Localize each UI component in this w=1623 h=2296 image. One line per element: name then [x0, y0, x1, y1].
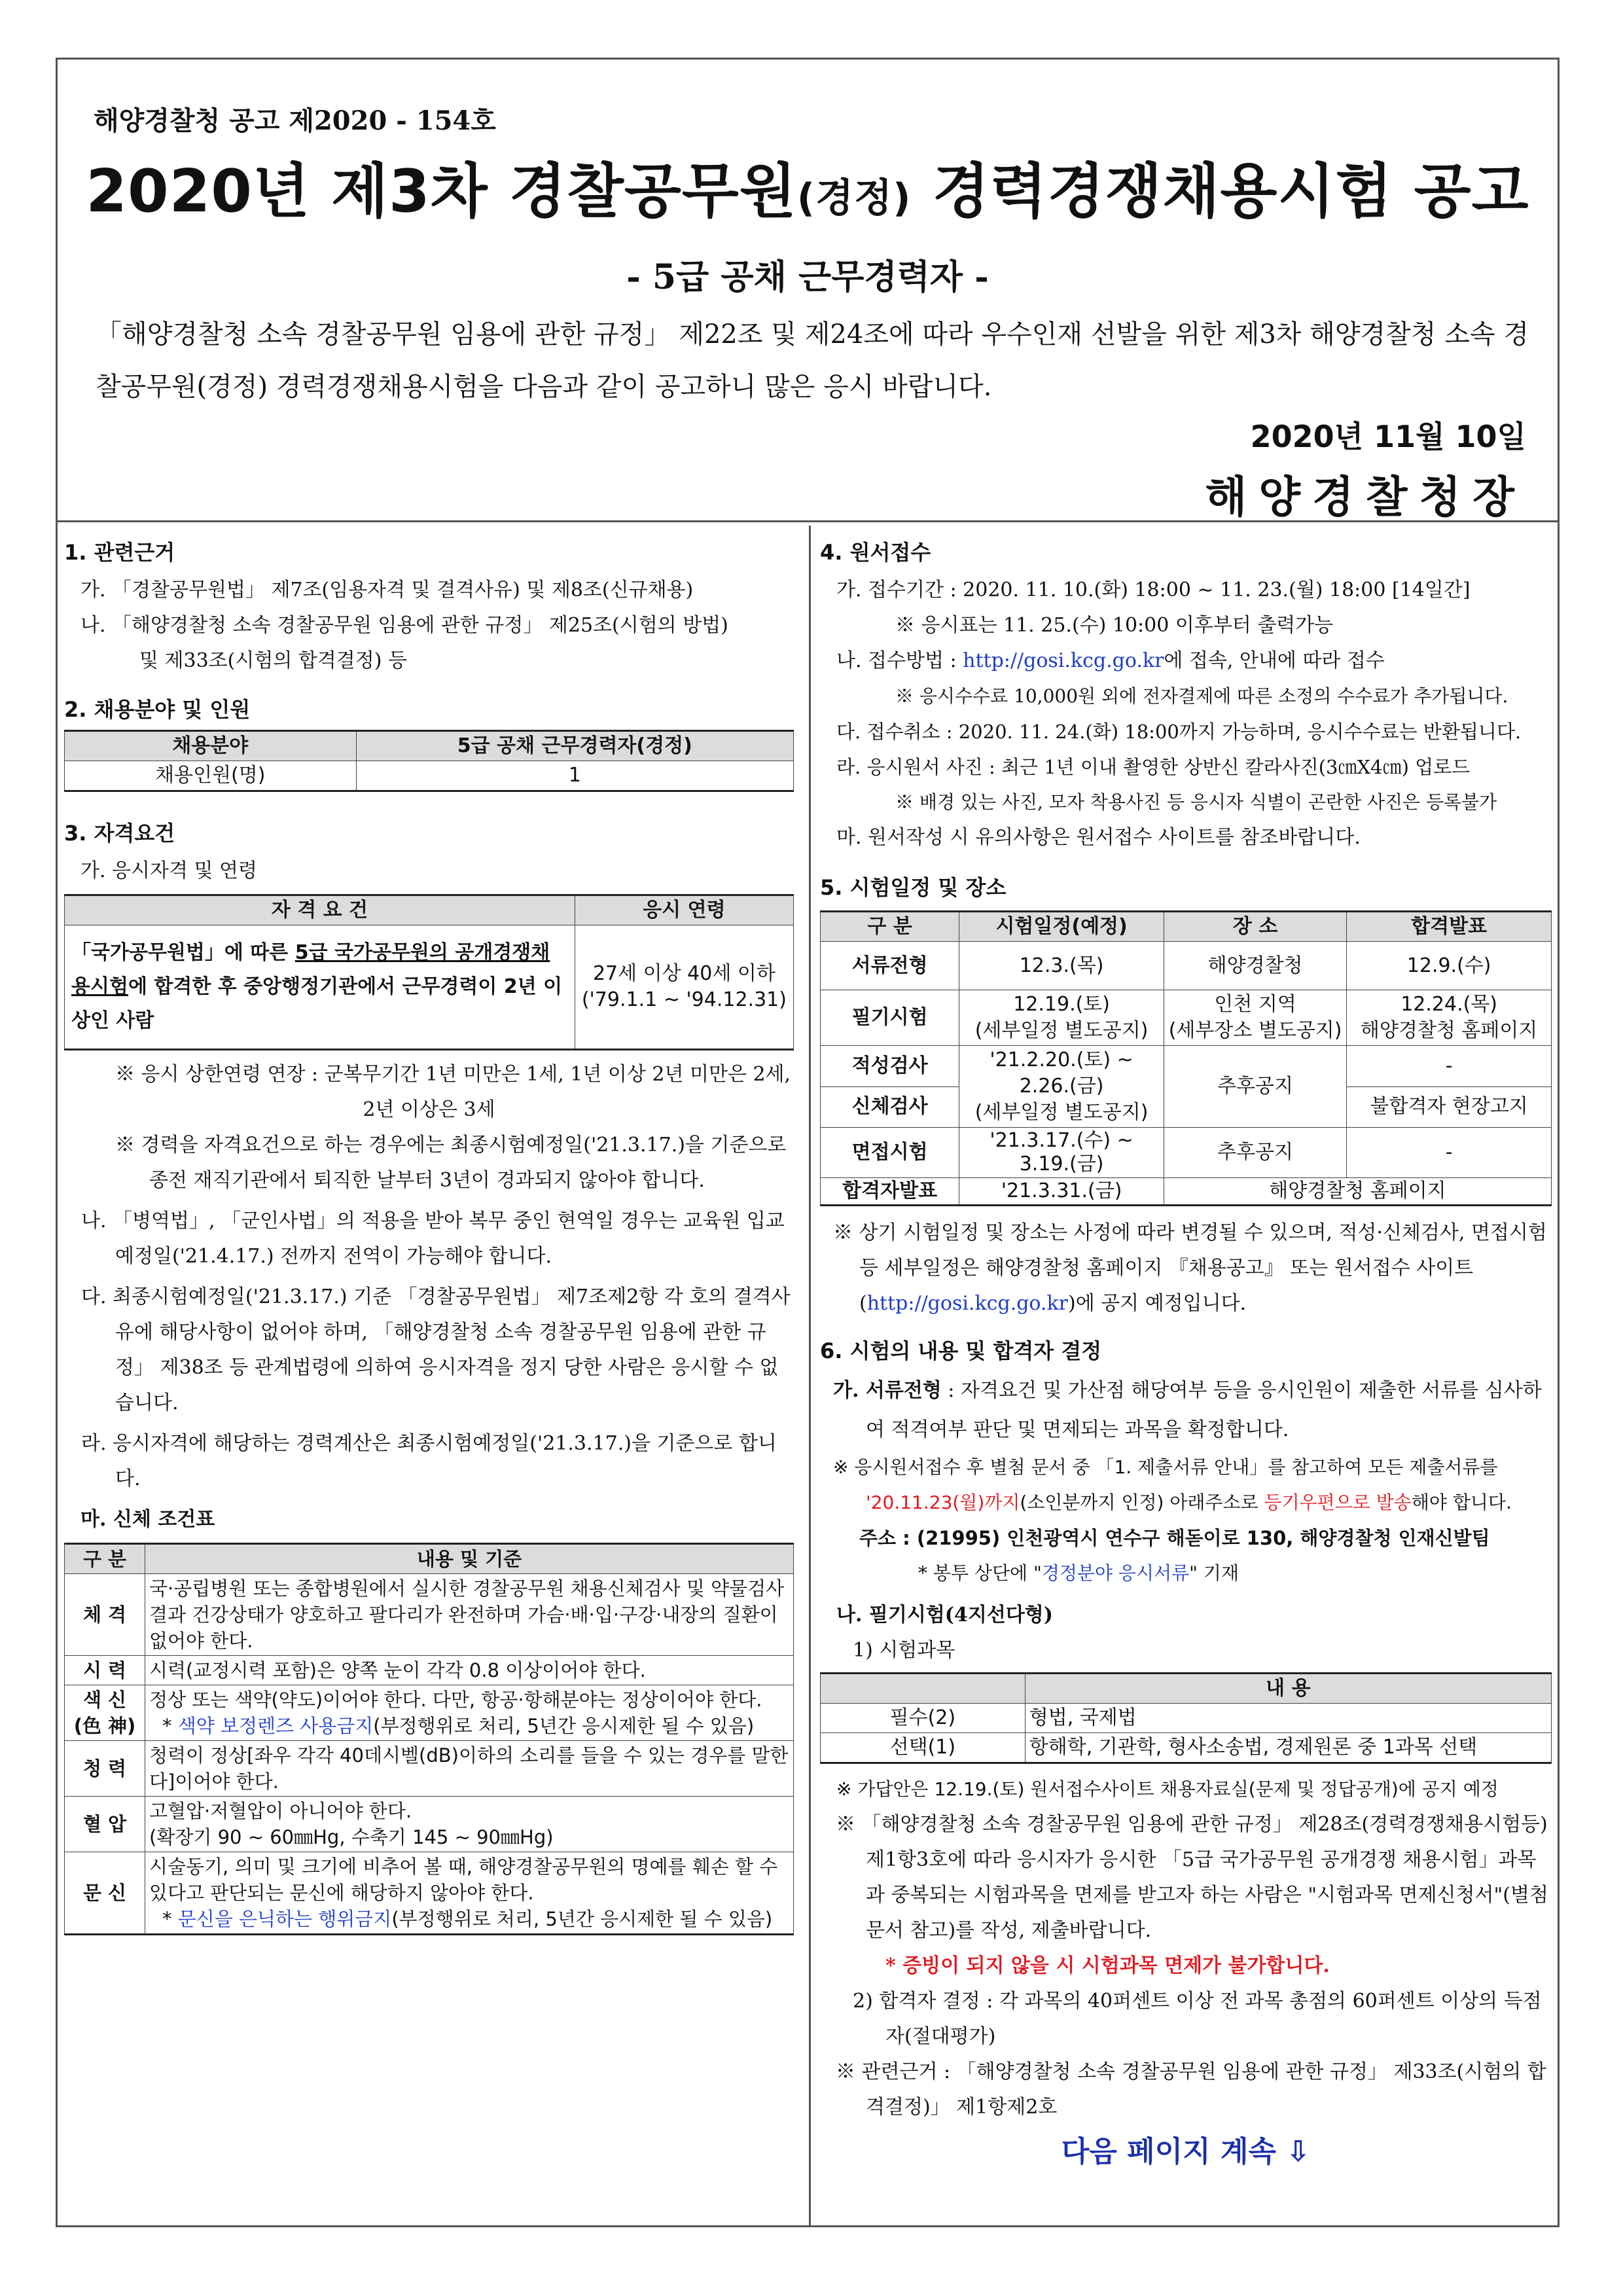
qual-req-c: 에 합격한 후 중앙행정기관에서 근무경력이 2년 이상인 사람 — [71, 975, 563, 1032]
s6-note-3-warning: * 증빙이 되지 않을 시 시험과목 면제가 불가합니다. — [885, 1954, 1330, 1977]
s4-item-d: 라. 응시원서 사진 : 최근 1년 이내 촬영한 상반신 칼라사진(3㎝X4㎝) 업로드 — [836, 756, 1471, 778]
tattoo-note-mark: * — [162, 1908, 178, 1930]
color-value: 정상 또는 색약(약도)이어야 한다. 다만, 항공·항해분야는 정상이어야 한다. — [149, 1689, 762, 1711]
schedule-written-label: 필기시험 — [821, 990, 959, 1046]
section-1-title: 1. 관련근거 — [64, 540, 175, 565]
s6-n1-mail: 등기우편으로 발송 — [1264, 1492, 1412, 1513]
physical-row-hearing-value: 청력이 정상[좌우 각각 40데시벨(dB)이하의 소리를 들을 수 있는 경우를 말한다]이어야 한다. — [145, 1741, 794, 1797]
notice-page — [56, 58, 1560, 2227]
tattoo-note — [149, 1906, 789, 1932]
schedule-aptitude-result: - — [1347, 1046, 1552, 1087]
s3-note-1-cont: 2년 이상은 3세 — [363, 1098, 495, 1121]
s6-a-text: : 자격요건 및 가산점 해당여부 등을 응시인원이 제출한 서류를 심사하여 적격여부 판단 및 면제되는 과목을 확정합니다. — [866, 1379, 1542, 1441]
schedule-th-3: 합격발표 — [1347, 912, 1552, 942]
s3-item-b: 나. 「병역법」, 「군인사법」의 적용을 받아 복무 중인 현역일 경우는 교육원 입교 예정일('21.4.17.) 전까지 전역이 가능해야 합니다. — [81, 1210, 785, 1268]
env-highlight: 경정분야 응시서류 — [1041, 1562, 1190, 1584]
qual-requirement — [65, 925, 575, 1050]
subjects-elective-label: 선택(1) — [821, 1733, 1026, 1763]
s4-item-b — [820, 643, 1552, 679]
schedule-final-date: '21.3.31.(금) — [959, 1178, 1164, 1206]
physical-row-vision-label: 시 력 — [65, 1656, 145, 1685]
s6-n1-a: ※ 응시원서접수 후 별첨 문서 중 「1. 제출서류 안내」를 참고하여 모든 제출서류를 — [833, 1456, 1498, 1478]
qual-th-req: 자 격 요 건 — [65, 895, 575, 925]
s6-n1-e: 해야 합니다. — [1411, 1492, 1512, 1513]
s6-item-b1: 1) 시험과목 — [853, 1639, 955, 1662]
aptitude-date: '21.2.20.(토) ~ 2.26.(금) — [990, 1049, 1133, 1098]
tattoo-value: 시술동기, 의미 및 크기에 비추어 볼 때, 해양경찰공무원의 명예를 훼손 할 수 있다고 판단되는 문신에 해당하지 않아야 한다. — [149, 1856, 778, 1904]
recruit-table — [64, 730, 794, 792]
s5-note-c: )에 공지 예정입니다. — [1067, 1292, 1247, 1315]
bp-value: 고혈압·저혈압이 아니어야 한다. — [149, 1800, 412, 1822]
s6-note-4: ※ 관련근거 : 「해양경찰청 소속 경찰공무원 임용에 관한 규정」 제33조(시험의 합격결정)」 제1항제2호 — [836, 2060, 1546, 2119]
s1-item-b-cont: 및 제33조(시험의 합격결정) 등 — [139, 649, 407, 672]
s6-n1-deadline: '20.11.23(월)까지 — [866, 1492, 1020, 1513]
schedule-physical-result: 불합격자 현장고지 — [1347, 1086, 1552, 1128]
schedule-doc-place: 해양경찰청 — [1164, 942, 1346, 990]
schedule-aptitude-label: 적성검사 — [821, 1046, 959, 1087]
subjects-required-value: 형법, 국제법 — [1025, 1704, 1551, 1733]
env-a: * 봉투 상단에 " — [918, 1562, 1042, 1584]
section-5-title: 5. 시험일정 및 장소 — [820, 875, 1007, 900]
schedule-written-date — [959, 990, 1164, 1046]
schedule-aptitude-date — [959, 1046, 1164, 1128]
schedule-th-0: 구 분 — [821, 912, 959, 942]
physical-row-vision-value: 시력(교정시력 포함)은 양쪽 눈이 각각 0.8 이상이어야 한다. — [145, 1656, 794, 1685]
color-label-ko: 색 신 — [82, 1689, 127, 1711]
schedule-final-label: 합격자발표 — [821, 1178, 959, 1206]
s4-b-tail: 에 접속, 안내에 따라 접수 — [1164, 649, 1385, 672]
title-part-a: 2020년 제3차 경찰공무원 — [86, 157, 797, 226]
tattoo-note-tail: (부정행위로 처리, 5년간 응시제한 될 수 있음) — [391, 1908, 773, 1930]
s6-address: 주소 : (21995) 인천광역시 연수구 해돋이로 130, 해양경찰청 인재신발팀 — [859, 1527, 1490, 1549]
s3-note-2: ※ 경력을 자격요건으로 하는 경우에는 최종시험예정일('21.3.17.)을 기준으로 종전 재직기관에서 퇴직한 날부터 3년이 경과되지 않아야 합니다. — [115, 1134, 787, 1192]
schedule-final-where: 해양경찰청 홈페이지 — [1164, 1178, 1551, 1206]
application-site-link[interactable]: http://gosi.kcg.go.kr — [963, 649, 1164, 672]
notice-header — [58, 60, 1558, 522]
s4-item-e: 마. 원서작성 시 유의사항은 원서접수 사이트를 참조바랍니다. — [836, 826, 1361, 849]
s6-a-label: 가. 서류전형 — [833, 1379, 942, 1402]
env-c: " 기재 — [1189, 1562, 1240, 1584]
s6-note-1 — [820, 1450, 1552, 1520]
physical-row-bp-label: 혈 압 — [65, 1797, 145, 1852]
s6-item-b2: 2) 합격자 결정 : 각 과목의 40퍼센트 이상 전 과목 총점의 60퍼센트 이상의 득점자(절대평가) — [853, 1990, 1542, 2048]
s3-item-c: 다. 최종시험예정일('21.3.17.) 기준 「경찰공무원법」 제7조제2항 각 호의 결격사유에 해당사항이 없어야 하며, 「해양경찰청 소속 경찰공무원 임용에 관한 규정」 제38조 등 관계법령에 의하여 응시자격을 정지 당한 사람은 응시할 수 없습니다. — [81, 1285, 791, 1414]
schedule-doc-date: 12.3.(목) — [959, 942, 1164, 990]
schedule-doc-label: 서류전형 — [821, 942, 959, 990]
header-divider — [58, 520, 1558, 522]
physical-row-build-value: 국·공립병원 또는 종합병원에서 실시한 경찰공무원 채용신체검사 및 약물검사 결과 건강상태가 양호하고 팔다리가 완전하며 가슴·배·입·구강·내장의 질환이 없어야 한다. — [145, 1574, 794, 1656]
recruit-th-field: 채용분야 — [65, 731, 357, 761]
qual-age — [575, 925, 793, 1050]
s6-item-b: 나. 필기시험(4지선다형) — [836, 1604, 1053, 1626]
s5-note — [820, 1215, 1552, 1321]
subjects-required-label: 필수(2) — [821, 1704, 1026, 1733]
s6-note-3: ※ 「해양경찰청 소속 경찰공무원 임용에 관한 규정」 제28조(경력경쟁채용시험등) 제1항3호에 따라 응시자가 응시한 「5급 국가공무원 공개경쟁 채용시험」과목과 중복되는 시험과목을 면제를 받고자 하는 사람은 "시험과목 면제신청서"(별첨 문서 참고)를 작성, 제출바랍니다. — [836, 1813, 1548, 1942]
title-part-small: (경정) — [796, 175, 912, 221]
qual-th-age: 응시 연령 — [575, 895, 793, 925]
s3-item-a: 가. 응시자격 및 연령 — [80, 859, 257, 882]
color-note-highlight: 색약 보정렌즈 사용금지 — [177, 1715, 374, 1737]
physical-row-hearing-label: 청 력 — [65, 1741, 145, 1797]
qual-age-dates: ('79.1.1 ~ '94.12.31) — [581, 988, 787, 1011]
s4-item-d-note: ※ 배경 있는 사진, 모자 착용사진 등 응시자 식별이 곤란한 사진은 등록불가 — [895, 791, 1497, 813]
schedule-written-place — [1164, 990, 1346, 1046]
s3-item-d: 라. 응시자격에 해당하는 경력계산은 최종시험예정일('21.3.17.)을 기준으로 합니다. — [81, 1432, 777, 1490]
physical-th-category: 구 분 — [65, 1544, 145, 1574]
schedule-aptitude-place: 추후공지 — [1164, 1046, 1346, 1128]
page-title — [58, 143, 1558, 228]
physical-row-tattoo-label: 문 신 — [65, 1852, 145, 1935]
physical-th-criteria: 내용 및 기준 — [145, 1544, 794, 1574]
physical-row-color-value — [145, 1685, 794, 1741]
color-note-tail: (부정행위로 처리, 5년간 응시제한 될 수 있음) — [373, 1715, 755, 1737]
schedule-physical-label: 신체검사 — [821, 1086, 959, 1128]
s1-item-a: 가. 「경찰공무원법」 제7조(임용자격 및 결격사유) 및 제8조(신규채용) — [80, 579, 694, 601]
aptitude-date-note: (세부일정 별도공지) — [974, 1101, 1149, 1124]
qualification-table — [64, 894, 794, 1050]
schedule-th-2: 장 소 — [1164, 912, 1346, 942]
s4-b-label: 나. 접수방법 : — [836, 649, 963, 672]
schedule-table — [820, 910, 1552, 1206]
s4-item-c: 다. 접수취소 : 2020. 11. 24.(화) 18:00까지 가능하며, 응시수수료는 반환됩니다. — [836, 721, 1522, 743]
written-date: 12.19.(토) — [1013, 993, 1110, 1016]
page-subtitle: - 5급 공채 근무경력자 - — [626, 257, 989, 297]
right-column — [820, 531, 1552, 2170]
s4-item-a: 가. 접수기간 : 2020. 11. 10.(화) 18:00 ~ 11. 23.(월) 18:00 [14일간] — [836, 579, 1471, 601]
qual-req-a: 「국가공무원법」에 따른 — [71, 941, 295, 964]
physical-row-color-label — [65, 1685, 145, 1741]
s4-item-b-note: ※ 응시수수료 10,000원 외에 전자결제에 따른 소정의 수수료가 추가됩니다. — [895, 685, 1508, 707]
left-column — [64, 531, 794, 1935]
section-4-title: 4. 원서접수 — [820, 540, 931, 565]
schedule-interview-date: '21.3.17.(수) ~ 3.19.(금) — [959, 1128, 1164, 1178]
physical-row-bp-value — [145, 1797, 794, 1852]
qual-age-range: 27세 이상 40세 이하 — [592, 962, 776, 985]
physical-row-build-label: 체 격 — [65, 1574, 145, 1656]
physical-table — [64, 1543, 794, 1935]
section-6-title: 6. 시험의 내용 및 합격자 결정 — [820, 1338, 1102, 1363]
recruit-th-value: 5급 공채 근무경력자(경정) — [356, 731, 793, 761]
section-3-title: 3. 자격요건 — [64, 821, 175, 846]
signer: 해양경찰청장 — [1205, 472, 1526, 522]
subjects-th-blank — [821, 1674, 1026, 1704]
schedule-written-result — [1347, 990, 1552, 1046]
color-label-hanja: (色 神) — [73, 1715, 136, 1737]
s3-note-1: ※ 응시 상한연령 연장 : 군복무기간 1년 미만은 1세, 1년 이상 2년 미만은 2세, — [115, 1063, 791, 1086]
column-divider — [809, 526, 811, 2227]
written-result-date: 12.24.(목) — [1400, 993, 1498, 1016]
subjects-th-content: 내 용 — [1025, 1674, 1551, 1704]
continue-next-page: 다음 페이지 계속 ⇩ — [1061, 2135, 1311, 2168]
schedule-th-1: 시험일정(예정) — [959, 912, 1164, 942]
qual-req-b: 5급 국가공무원의 공개경쟁채용시험 — [71, 941, 550, 998]
s4-item-a-note: ※ 응시표는 11. 25.(수) 10:00 이후부터 출력가능 — [895, 614, 1334, 637]
color-note-mark: * — [162, 1715, 178, 1737]
schedule-interview-label: 면접시험 — [821, 1128, 959, 1178]
schedule-interview-result: - — [1347, 1128, 1552, 1178]
subjects-table — [820, 1672, 1552, 1764]
section-2-title: 2. 채용분야 및 인원 — [64, 697, 251, 722]
s5-note-link[interactable]: http://gosi.kcg.go.kr — [866, 1292, 1068, 1315]
tattoo-note-highlight: 문신을 은닉하는 행위금지 — [177, 1908, 392, 1930]
recruit-count-label: 채용인원(명) — [65, 761, 357, 791]
color-note — [149, 1713, 789, 1739]
notice-number: 해양경찰청 공고 제2020 - 154호 — [94, 105, 496, 136]
intro-paragraph: 「해양경찰청 소속 경찰공무원 임용에 관한 규정」 제22조 및 제24조에 따라 우수인재 선발을 위한 제3차 해양경찰청 소속 경찰공무원(경정) 경력경쟁채용시험을 다음과 같이 공고하니 많은 응시 바랍니다. — [96, 319, 1529, 402]
s6-envelope-note — [820, 1556, 1552, 1591]
recruit-count-value: 1 — [356, 761, 793, 791]
written-date-note: (세부일정 별도공지) — [974, 1019, 1149, 1042]
s3-item-e: 마. 신체 조건표 — [80, 1508, 215, 1531]
bp-range: (확장기 90 ~ 60㎜Hg, 수축기 145 ~ 90㎜Hg) — [149, 1826, 554, 1848]
schedule-interview-place: 추후공지 — [1164, 1128, 1346, 1178]
notice-date: 2020년 11월 10일 — [1250, 419, 1526, 454]
s1-item-b: 나. 「해양경찰청 소속 경찰공무원 임용에 관한 규정」 제25조(시험의 방법) — [80, 614, 728, 637]
physical-row-tattoo-value — [145, 1852, 794, 1935]
s5-note-a: ※ 상기 시험일정 및 장소는 사정에 따라 변경될 수 있으며, 적성·신체검사, 면접시험 등 세부일정은 해양경찰청 홈페이지 『채용공고』 또는 원서접수 사이트( — [833, 1221, 1547, 1315]
written-result-where: 해양경찰청 홈페이지 — [1360, 1019, 1538, 1042]
title-part-b: 경력경쟁채용시험 공고 — [911, 157, 1529, 226]
s6-item-a — [820, 1371, 1552, 1450]
written-place: 인천 지역 — [1214, 993, 1296, 1016]
written-place-note: (세부장소 별도공지) — [1168, 1019, 1342, 1042]
s6-n1-c: (소인분까지 인정) 아래주소로 — [1020, 1492, 1264, 1513]
s6-note-2: ※ 가답안은 12.19.(토) 원서접수사이트 채용자료실(문제 및 정답공개)에 공지 예정 — [836, 1778, 1499, 1800]
schedule-doc-result: 12.9.(수) — [1347, 942, 1552, 990]
subjects-elective-value: 항해학, 기관학, 형사소송법, 경제원론 중 1과목 선택 — [1025, 1733, 1551, 1763]
